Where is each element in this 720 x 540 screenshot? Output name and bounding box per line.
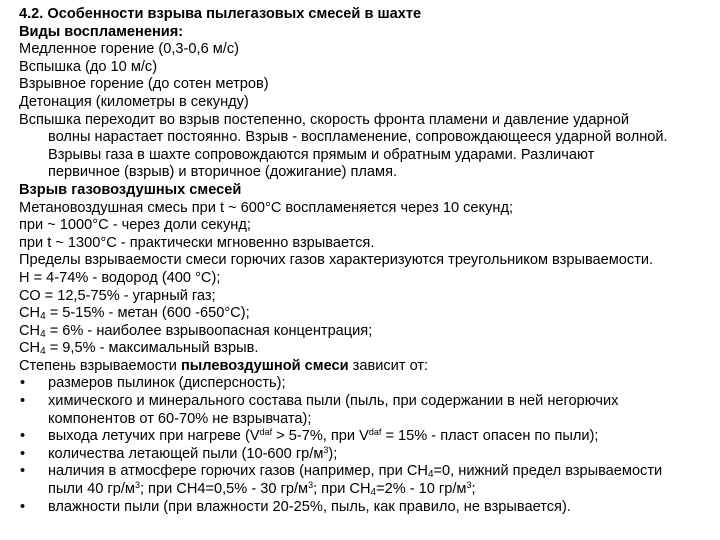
list-item: • влажности пыли (при влажности 20-25%, пыль, как правило, не взрывается). — [20, 498, 571, 515]
gas-air-line: Метановоздушная смесь при t ~ 600°С воспламеняется через 10 секунд; — [19, 199, 514, 216]
gas-air-line: при ~ 1000°С - через доли секунд; — [19, 217, 251, 234]
list-item: • количества летающей пыли (10-600 $гр/м^3$); — [20, 444, 338, 462]
gas-air-line: СО = 12,5-75% - угарный газ; — [19, 287, 216, 304]
ignition-type: Взрывное горение (до сотен метров) — [19, 76, 269, 93]
bullet-icon: • — [20, 375, 26, 392]
list-item: • размеров пылинок (дисперсность); — [20, 375, 286, 392]
methane-line: $СН_4 = 5-15\%$ - метан (600 -650°С); — [19, 305, 250, 323]
gas-air-line: при t ~ 1300°С - практически мгновенно взрывается. — [19, 234, 375, 251]
dust-intro: Степень взрываемости пылевоздушной смеси зависит от: — [19, 357, 429, 374]
methane-line: $СН_4 = 9,5\%$ - максимальный взрыв. — [19, 340, 259, 358]
gas-air-line: Н = 4-74% - водород (400 °С); — [19, 269, 221, 286]
ignition-type: Детонация (километры в секунду) — [19, 93, 249, 110]
list-item-line: компонентов от 60-70% не взрывчата); — [48, 410, 312, 427]
bullet-icon: • — [20, 393, 26, 410]
gas-air-heading: Взрыв газовоздушных смесей — [19, 181, 242, 198]
ignition-type: Медленное горение (0,3-0,6 м/с) — [19, 41, 239, 58]
ignition-description-line: Взрывы газа в шахте сопровождаются прямым и обратным ударами. Различают — [48, 146, 595, 163]
gas-air-line: Пределы взрываемости смеси горючих газов характеризуются треугольником взрываемости. — [19, 252, 654, 269]
methane-line: $СН_4 = 6\%$ - наиболее взрывоопасная концентрация; — [19, 322, 373, 340]
bullet-icon: • — [20, 463, 26, 480]
list-item: • выхода летучих при нагреве ($V^{daf} > 5-7\%$, при $V^{daf} = 15\%$ - пласт опасен по пыли); — [20, 427, 599, 445]
list-item — [19, 463, 710, 498]
ignition-description-line: Вспышка переходит во взрыв постепенно, скорость фронта пламени и давление ударной — [19, 111, 629, 128]
bullet-icon: • — [20, 428, 26, 445]
ignition-description-line: первичное (взрыв) и вторичное (дожигание) пламя. — [48, 164, 398, 181]
ignition-heading: Виды воспламенения: — [19, 23, 184, 40]
dust-factor-list — [19, 375, 710, 516]
list-item-line: наличия в атмосфере горючих газов (например, при $СН_4=0$, нижний предел взрываемости — [48, 463, 663, 481]
bullet-icon: • — [20, 498, 26, 515]
ignition-type: Вспышка (до 10 м/с) — [19, 58, 158, 75]
list-item-line: химического и минерального состава пыли (пыль, при содержании в ней негорючих — [48, 393, 619, 410]
list-item-line: пыли 40 $гр/м^3$; при СН4=0,5% - 30 $гр/м^3$; при $СН_4=2\% - 10$ $гр/м^3$; — [48, 480, 476, 499]
list-item — [19, 393, 710, 428]
bullet-icon: • — [20, 445, 26, 462]
ignition-description-line: волны нарастает постоянно. Взрыв - воспламенение, сопровождающееся ударной волной. — [48, 129, 668, 146]
page-title: 4.2. Особенности взрыва пылегазовых смесей в шахте — [19, 6, 422, 22]
